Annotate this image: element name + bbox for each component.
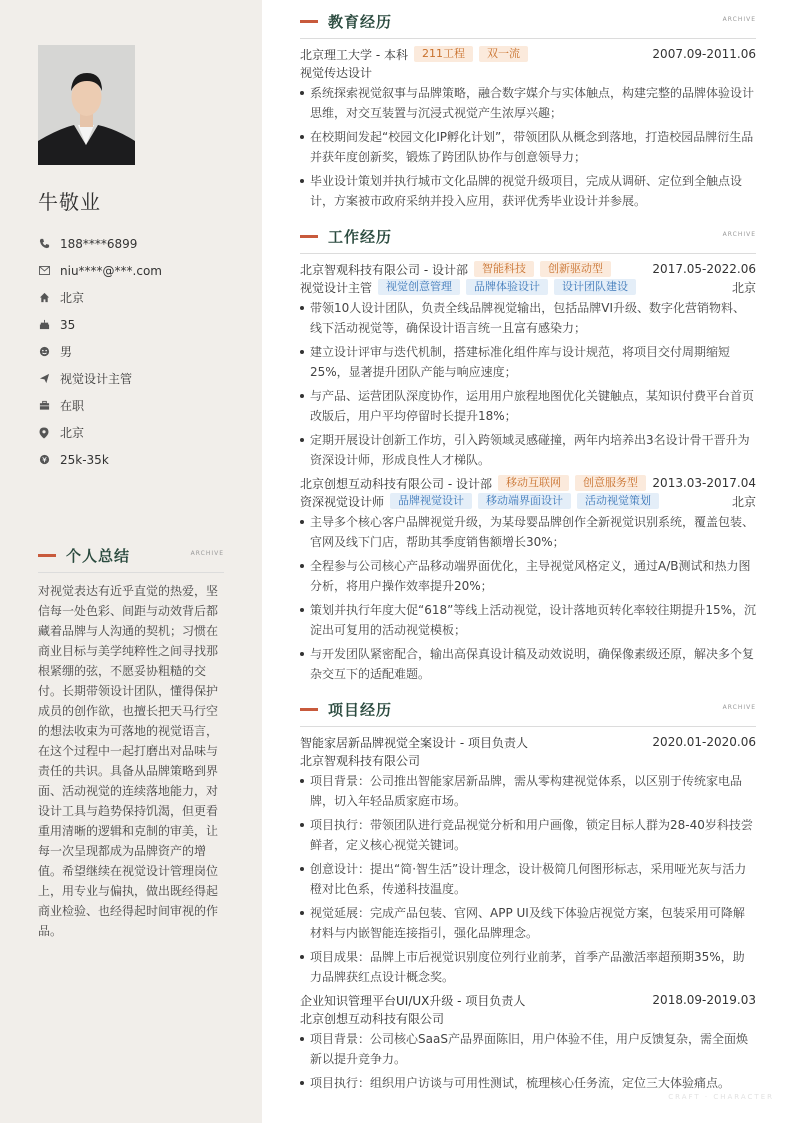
section-title: 个人总结 — [66, 546, 131, 565]
section-accent-bar — [300, 20, 318, 23]
job-entry — [300, 474, 756, 684]
phone-icon — [38, 238, 50, 250]
project-name: 智能家居新品牌视觉全案设计 - 项目负责人 — [300, 735, 528, 750]
section-divider — [300, 253, 756, 254]
job-role: 资深视觉设计师 — [300, 494, 385, 509]
job-city: 北京 — [731, 280, 756, 295]
info-row-email — [38, 257, 238, 284]
section-header — [38, 544, 224, 566]
cake-icon — [38, 319, 50, 331]
list-item: 毕业设计策划并执行城市文化品牌的视觉升级项目，完成从调研、定位到全触点设计，方案被市政府采纳并投入应用，获评优秀毕业设计并参展。 — [300, 171, 756, 211]
list-item: 视觉延展：完成产品包装、官网、APP UI及线下体验店视觉方案，包装采用可降解材料与内嵌智能连接指引，强化品牌理念。 — [300, 903, 756, 943]
list-item: 带领10人设计团队，负责全线品牌视觉输出，包括品牌VI升级、数字化营销物料、线下活动视觉等，确保设计语言统一且富有感染力； — [300, 298, 756, 338]
project-company-row — [300, 1009, 756, 1027]
section-accent-bar — [300, 708, 318, 711]
info-text: 北京 — [60, 291, 85, 305]
section-divider — [300, 38, 756, 39]
list-item: 全程参与公司核心产品移动端界面优化，主导视觉风格定义，通过A/B测试和热力图分析，将用户操作效率提升20%； — [300, 556, 756, 596]
list-item: 策划并执行年度大促“618”等线上活动视觉，设计落地页转化率较往期提升15%，沉淀出可复用的活动视觉模板； — [300, 600, 756, 640]
company-tag: 创新驱动型 — [540, 261, 611, 277]
school-tag: 211工程 — [414, 46, 473, 62]
section-title: 教育经历 — [328, 12, 393, 31]
company-tag: 移动互联网 — [498, 475, 569, 491]
company-tag: 智能科技 — [474, 261, 534, 277]
section-header — [300, 698, 756, 720]
section-title: 工作经历 — [328, 227, 393, 246]
project-entry — [300, 733, 756, 987]
list-item: 创意设计：提出“简·智生活”设计理念，设计极简几何图形标志，采用哑光灰与活力橙对比色系，传递科技温度。 — [300, 859, 756, 899]
info-text: niu****@***.com — [60, 263, 162, 278]
section-tag: ARCHIVE — [722, 16, 756, 23]
info-row-status — [38, 392, 238, 419]
list-item: 系统探索视觉叙事与品牌策略，融合数字媒介与实体触点，构建完整的品牌体验设计思维，对交互装置与沉浸式视觉产生浓厚兴趣； — [300, 83, 756, 123]
project-head — [300, 991, 756, 1009]
info-row-salary — [38, 446, 238, 473]
company-tag: 创意服务型 — [575, 475, 646, 491]
job-role-row — [300, 492, 756, 510]
section-header — [300, 10, 756, 32]
company-name: 北京智观科技有限公司 - 设计部 — [300, 262, 468, 277]
project-head — [300, 733, 756, 751]
education-date: 2007.09-2011.06 — [652, 47, 756, 61]
summary-section — [38, 544, 224, 941]
school-tag: 双一流 — [479, 46, 528, 62]
info-text: 视觉设计主管 — [60, 372, 133, 386]
info-row-position — [38, 365, 238, 392]
section-divider — [38, 572, 224, 573]
main-content — [300, 10, 756, 1107]
list-item: 项目执行：带领团队进行竞品视觉分析和用户画像，锁定目标人群为28-40岁科技尝鲜者，定义核心视觉关键词。 — [300, 815, 756, 855]
list-item: 项目背景：公司推出智能家居新品牌，需从零构建视觉体系，以区别于传统家电品牌，切入年轻品质家庭市场。 — [300, 771, 756, 811]
major: 视觉传达设计 — [300, 65, 373, 80]
role-tag: 品牌视觉设计 — [390, 493, 472, 509]
role-tag: 品牌体验设计 — [466, 279, 548, 295]
info-row-phone — [38, 230, 238, 257]
section-tag: ARCHIVE — [190, 550, 224, 557]
money-icon — [38, 454, 50, 466]
section-header — [300, 225, 756, 247]
role-tag: 移动端界面设计 — [478, 493, 571, 509]
list-item: 定期开展设计创新工作坊，引入跨领域灵感碰撞，两年内培养出3名设计骨干晋升为资深设计师，形成良性人才梯队。 — [300, 430, 756, 470]
projects-section — [300, 698, 756, 1093]
education-entry-head — [300, 45, 756, 63]
section-title: 项目经历 — [328, 700, 393, 719]
project-company: 北京智观科技有限公司 — [300, 753, 421, 768]
project-company: 北京创想互动科技有限公司 — [300, 1011, 445, 1026]
list-item: 建立设计评审与迭代机制，搭建标准化组件库与设计规范，将项目交付周期缩短25%，显著提升团队产能与响应速度； — [300, 342, 756, 382]
info-text: 25k-35k — [60, 452, 109, 467]
job-date: 2017.05-2022.06 — [652, 262, 756, 276]
role-tag: 设计团队建设 — [554, 279, 636, 295]
company-name: 北京创想互动科技有限公司 - 设计部 — [300, 476, 492, 491]
info-text: 188****6899 — [60, 236, 138, 251]
job-role: 视觉设计主管 — [300, 280, 373, 295]
mail-icon — [38, 265, 50, 277]
contact-info — [38, 230, 238, 473]
info-row-gender — [38, 338, 238, 365]
home-icon — [38, 292, 50, 304]
face-icon — [38, 346, 50, 358]
job-date: 2013.03-2017.04 — [652, 476, 756, 490]
education-major-row — [300, 63, 756, 81]
list-item: 在校期间发起“校园文化IP孵化计划”，带领团队从概念到落地，打造校园品牌衍生品并获年度创新奖，锻炼了跨团队协作与创意领导力； — [300, 127, 756, 167]
project-bullets — [300, 771, 756, 987]
section-divider — [300, 726, 756, 727]
job-city: 北京 — [731, 494, 756, 509]
section-tag: ARCHIVE — [722, 231, 756, 238]
work-section — [300, 225, 756, 684]
project-company-row — [300, 751, 756, 769]
education-bullets — [300, 83, 756, 211]
sidebar — [0, 0, 262, 1123]
info-text: 35 — [60, 317, 76, 332]
profile-name: 牛敬业 — [38, 190, 101, 214]
job-entry — [300, 260, 756, 470]
section-tag: ARCHIVE — [722, 704, 756, 711]
list-item: 与开发团队紧密配合，输出高保真设计稿及动效说明，确保像素级还原，解决多个复杂交互下的适配难题。 — [300, 644, 756, 684]
job-bullets — [300, 298, 756, 470]
info-text: 北京 — [60, 426, 85, 440]
summary-text: 对视觉表达有近乎直觉的热爱，坚信每一处色彩、间距与动效背后都藏着品牌与人沟通的契机；习惯在商业目标与美学纯粹性之间寻找那根紧绷的弦，不愿妥协粗糙的交付。长期带领设计团队，懂得保护成员的创作欲，也擅长把天马行空的想法收束为可落地的视觉语言，在这个过程中一起打磨出对品味与责任的共识。具备从品牌策略到界面、活动视觉的连续落地能力，对设计工具与趋势保持饥渴，但更看重用清晰的逻辑和克制的审美，让每一次呈现都成为品牌资产的增值。希望继续在视觉设计管理岗位上，用专业与偏执，做出既经得起商业检验、也经得起时间审视的作品。 — [38, 584, 219, 938]
education-section — [300, 10, 756, 211]
info-row-age — [38, 311, 238, 338]
school-name: 北京理工大学 - 本科 — [300, 47, 408, 62]
job-head — [300, 474, 756, 492]
job-bullets — [300, 512, 756, 684]
section-accent-bar — [38, 554, 56, 557]
project-name: 企业知识管理平台UI/UX升级 - 项目负责人 — [300, 993, 526, 1008]
watermark: CRAFT · CHARACTER — [668, 1093, 774, 1101]
job-head — [300, 260, 756, 278]
info-row-location — [38, 419, 238, 446]
project-entry — [300, 991, 756, 1093]
list-item: 项目执行：组织用户访谈与可用性测试，梳理核心任务流，定位三大体验痛点。 — [300, 1073, 756, 1093]
list-item: 项目背景：公司核心SaaS产品界面陈旧，用户体验不佳，用户反馈复杂，需全面焕新以提升竞争力。 — [300, 1029, 756, 1069]
list-item: 项目成果：品牌上市后视觉识别度位列行业前茅，首季产品激活率超预期35%，助力品牌获红点设计概念奖。 — [300, 947, 756, 987]
info-row-home — [38, 284, 238, 311]
job-role-row — [300, 278, 756, 296]
send-icon — [38, 373, 50, 385]
info-text: 男 — [60, 345, 73, 359]
list-item: 主导多个核心客户品牌视觉升级，为某母婴品牌创作全新视觉识别系统，覆盖包装、官网及线下门店，帮助其季度销售额增长30%； — [300, 512, 756, 552]
briefcase-icon — [38, 400, 50, 412]
project-bullets — [300, 1029, 756, 1093]
location-icon — [38, 427, 50, 439]
profile-photo — [38, 45, 135, 165]
project-date: 2020.01-2020.06 — [652, 735, 756, 749]
section-accent-bar — [300, 235, 318, 238]
list-item: 与产品、运营团队深度协作，运用用户旅程地图优化关键触点，某知识付费平台首页改版后，用户平均停留时长提升18%； — [300, 386, 756, 426]
role-tag: 活动视觉策划 — [577, 493, 659, 509]
project-date: 2018.09-2019.03 — [652, 993, 756, 1007]
info-text: 在职 — [60, 399, 85, 413]
role-tag: 视觉创意管理 — [378, 279, 460, 295]
